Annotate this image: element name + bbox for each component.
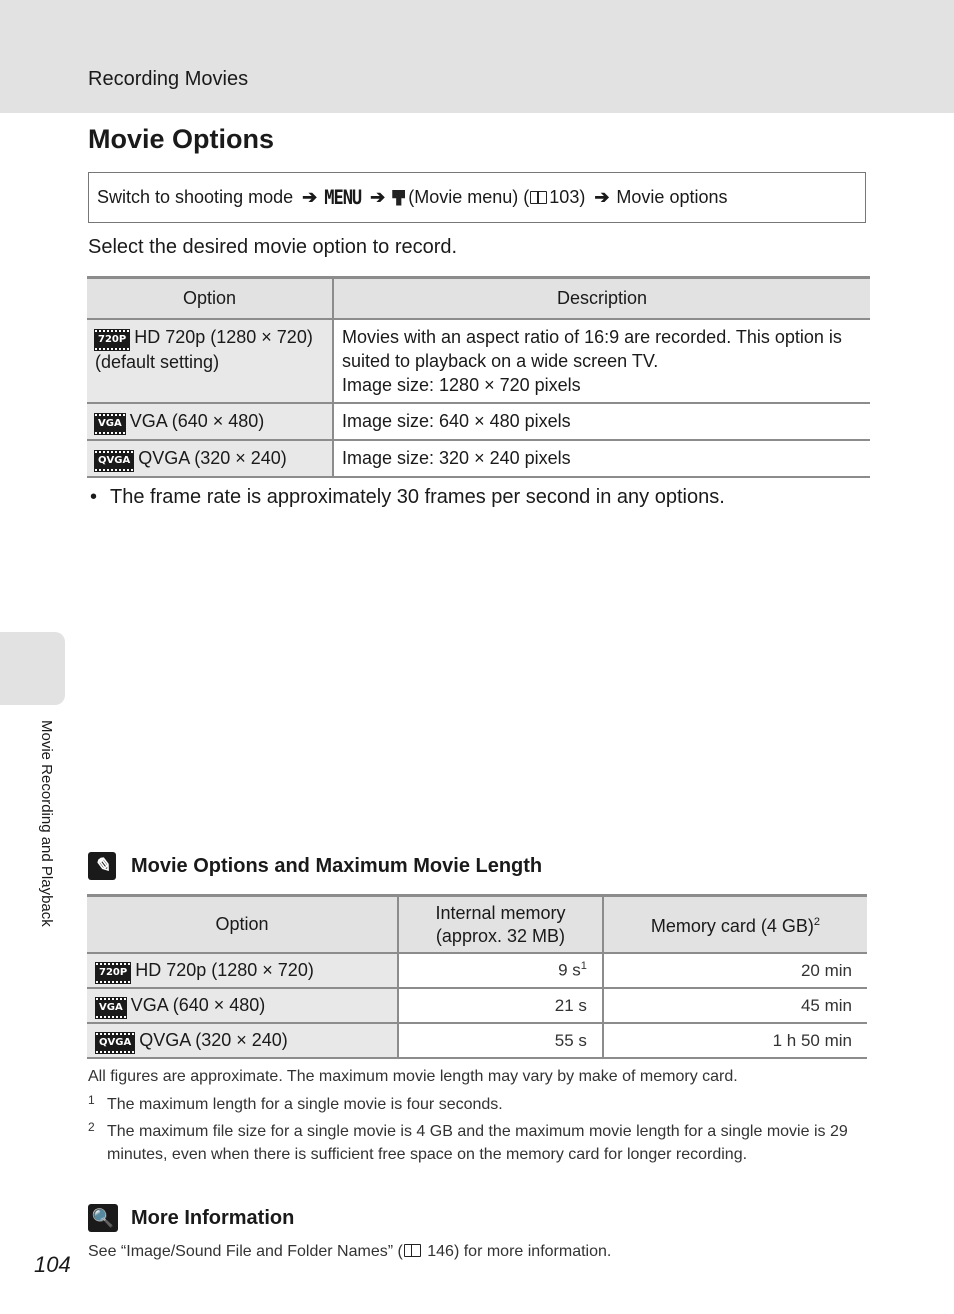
option-note: (default setting) [95,352,220,372]
vga-icon: VGA [95,414,125,434]
approx-note: All figures are approximate. The maximum movie length may vary by make of memory card. [88,1068,738,1085]
col-header-option: Option [87,896,398,954]
note-heading [88,852,542,880]
memory-card-cell: 20 min [603,953,867,988]
page-reference-icon [404,1244,421,1257]
page-reference-icon [530,191,547,204]
description-text: Movies with an aspect ratio of 16:9 are recorded. This option is suited to playback on a wide screen TV. [342,327,842,371]
note-title: Movie Options and Maximum Movie Length [131,854,543,877]
table-row [87,440,870,477]
footnote: 2 The maximum file size for a single movie is 4 GB and the maximum movie length for a single movie is 29 minutes, even when there is sufficient free space on the memory card for longer recording. [88,1120,848,1163]
option-cell [87,403,333,440]
col-header-description: Description [333,278,870,320]
arrow-icon: ➔ [302,187,318,207]
hd-720p-icon: 720P [96,963,130,983]
table-row [87,953,867,988]
description-cell: Image size: 320 × 240 pixels [333,440,870,477]
qvga-icon: QVGA [95,451,133,471]
internal-memory-cell: 55 s [398,1023,603,1058]
nav-start: Switch to shooting mode [97,187,294,207]
nav-page-ref: 103) [549,187,586,207]
description-cell [333,319,870,403]
movie-options-table [87,276,870,478]
table-row [87,403,870,440]
more-info-text: See “Image/Sound File and Folder Names” ( 146) for more information. [88,1243,612,1260]
magnifier-icon: 🔍 [88,1204,118,1232]
section-title: Recording Movies [88,68,249,90]
qvga-icon: QVGA [96,1033,134,1053]
footnote: 1 The maximum length for a single movie is four seconds. [88,1093,503,1113]
option-cell: VGA VGA (640 × 480) [87,988,398,1023]
nav-movie-menu: (Movie menu) ( [408,187,530,207]
menu-path-box [88,172,866,223]
col-header-option: Option [87,278,333,320]
option-cell: QVGA QVGA (320 × 240) [87,1023,398,1058]
description-cell: Image size: 640 × 480 pixels [333,403,870,440]
header-band [0,0,954,113]
movie-length-table [87,894,867,1059]
hd-720p-icon: 720P [95,330,129,350]
option-cell: 720P HD 720p (1280 × 720) [87,953,398,988]
option-cell [87,319,333,403]
movie-menu-icon [392,190,405,206]
option-label: HD 720p (1280 × 720) [134,327,313,347]
arrow-icon: ➔ [370,187,386,207]
table-row [87,319,870,403]
page-number: 104 [34,1252,71,1277]
memory-card-cell: 1 h 50 min [603,1023,867,1058]
table-row [87,988,867,1023]
col-header-internal-memory: Internal memory (approx. 32 MB) [398,896,603,954]
page-title: Movie Options [88,124,275,154]
note-pencil-icon: ✎ [88,852,116,880]
chapter-tab [0,632,65,705]
internal-memory-cell: 21 s [398,988,603,1023]
bullet-text: The frame rate is approximately 30 frames per second in any options. [110,486,725,508]
memory-card-cell: 45 min [603,988,867,1023]
option-cell [87,440,333,477]
chapter-label: Movie Recording and Playback [38,720,55,927]
vga-icon: VGA [96,998,126,1018]
menu-button-icon: MENU [324,186,362,209]
col-header-memory-card: Memory card (4 GB)$^2$ [603,896,867,954]
more-info-heading [88,1204,294,1232]
option-label: VGA (640 × 480) [129,411,265,431]
more-info-title: More Information [131,1206,295,1229]
arrow-icon: ➔ [594,187,610,207]
option-label: QVGA (320 × 240) [138,448,287,468]
internal-memory-cell: 9 $s^1$ [398,953,603,988]
nav-end: Movie options [616,187,728,207]
bullet-icon: • [90,486,98,508]
description-text: Image size: 1280 × 720 pixels [342,375,581,395]
bullet-note [90,486,725,509]
intro-text: Select the desired movie option to record. [88,236,458,258]
table-row [87,1023,867,1058]
